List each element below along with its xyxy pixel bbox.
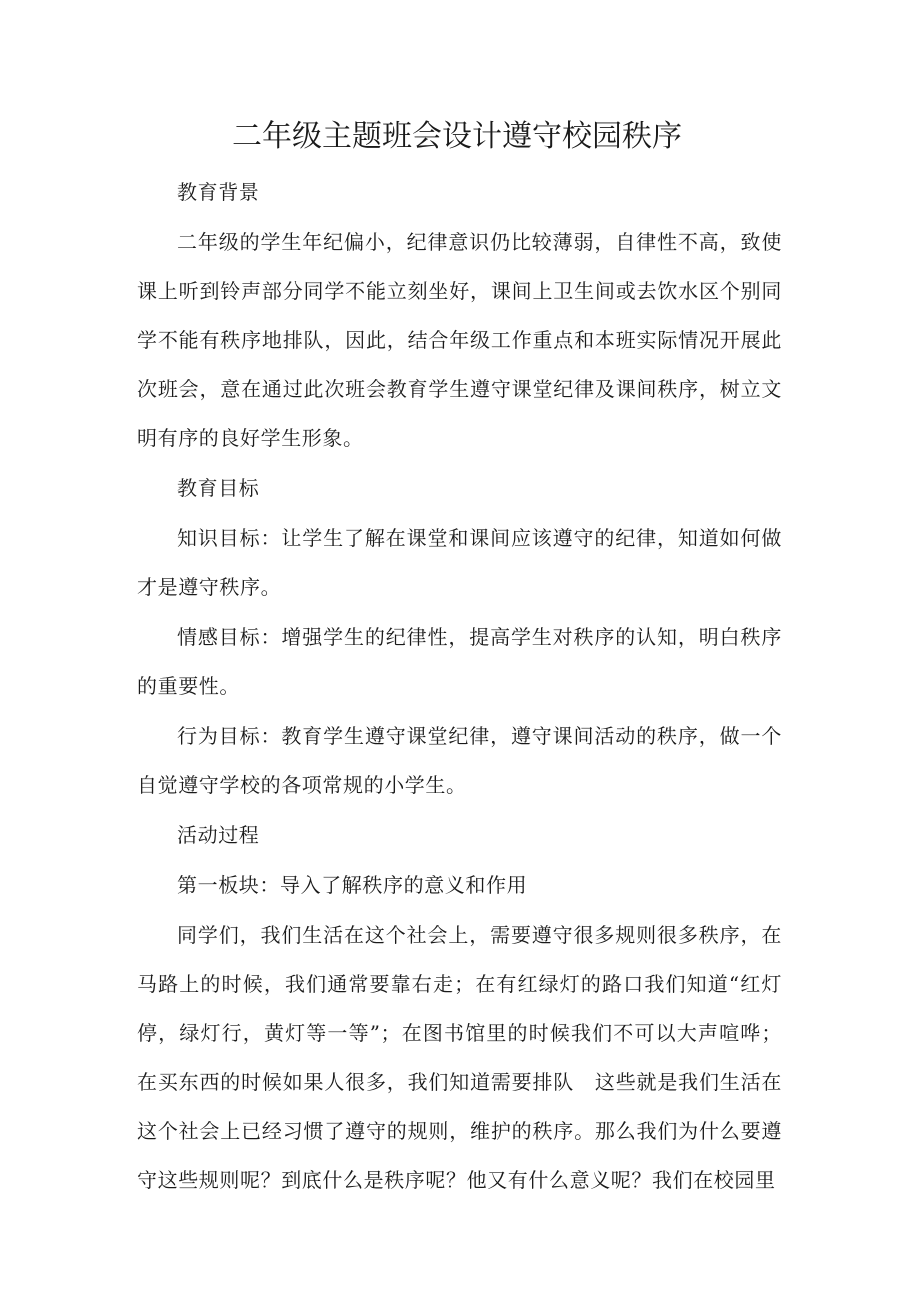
- section-heading-process: 活动过程: [177, 823, 260, 847]
- document-body: [137, 168, 782, 1206]
- paragraph-background: 二年级的学生年纪偏小，纪律意识仍比较薄弱，自律性不高，致使课上听到铃声部分同学不能立刻坐好，课间上卫生间或去饮水区个别同学不能有秩序地排队，因此，结合年级工作重点和本班实际情况开展此次班会，意在通过此次班会教育学生遵守课堂纪律及课间秩序，树立文明有序的良好学生形象。: [137, 230, 782, 450]
- subsection-heading-part-one: 第一板块：导入了解秩序的意义和作用: [177, 873, 528, 897]
- paragraph-knowledge-goal: 知识目标：让学生了解在课堂和课间应该遵守的纪律，知道如何做才是遵守秩序。: [137, 526, 782, 599]
- section-heading-goals: 教育目标: [177, 476, 260, 500]
- paragraph-part-one-intro: 同学们，我们生活在这个社会上，需要遵守很多规则很多秩序，在马路上的时候，我们通常要靠右走；在有红绿灯的路口我们知道“红灯停，绿灯行，黄灯等一等”；在图书馆里的时候我们不可以大声喧哗；在买东西的时候如果人很多，我们知道需要排队 这些就是我们生活在这个社会上已经习惯了遵守的规则，维护的秩序。那么我们为什么要遵守这些规则呢？到底什么是秩序呢？他又有什么意义呢？我们在校园里: [137, 923, 782, 1192]
- paragraph-behavior-goal: 行为目标：教育学生遵守课堂纪律，遵守课间活动的秩序，做一个自觉遵守学校的各项常规的小学生。: [137, 724, 782, 797]
- document-title: 二年级主题班会设计遵守校园秩序: [232, 119, 682, 154]
- paragraph-emotion-goal: 情感目标：增强学生的纪律性，提高学生对秩序的认知，明白秩序的重要性。: [137, 625, 782, 698]
- section-heading-background: 教育背景: [177, 180, 260, 204]
